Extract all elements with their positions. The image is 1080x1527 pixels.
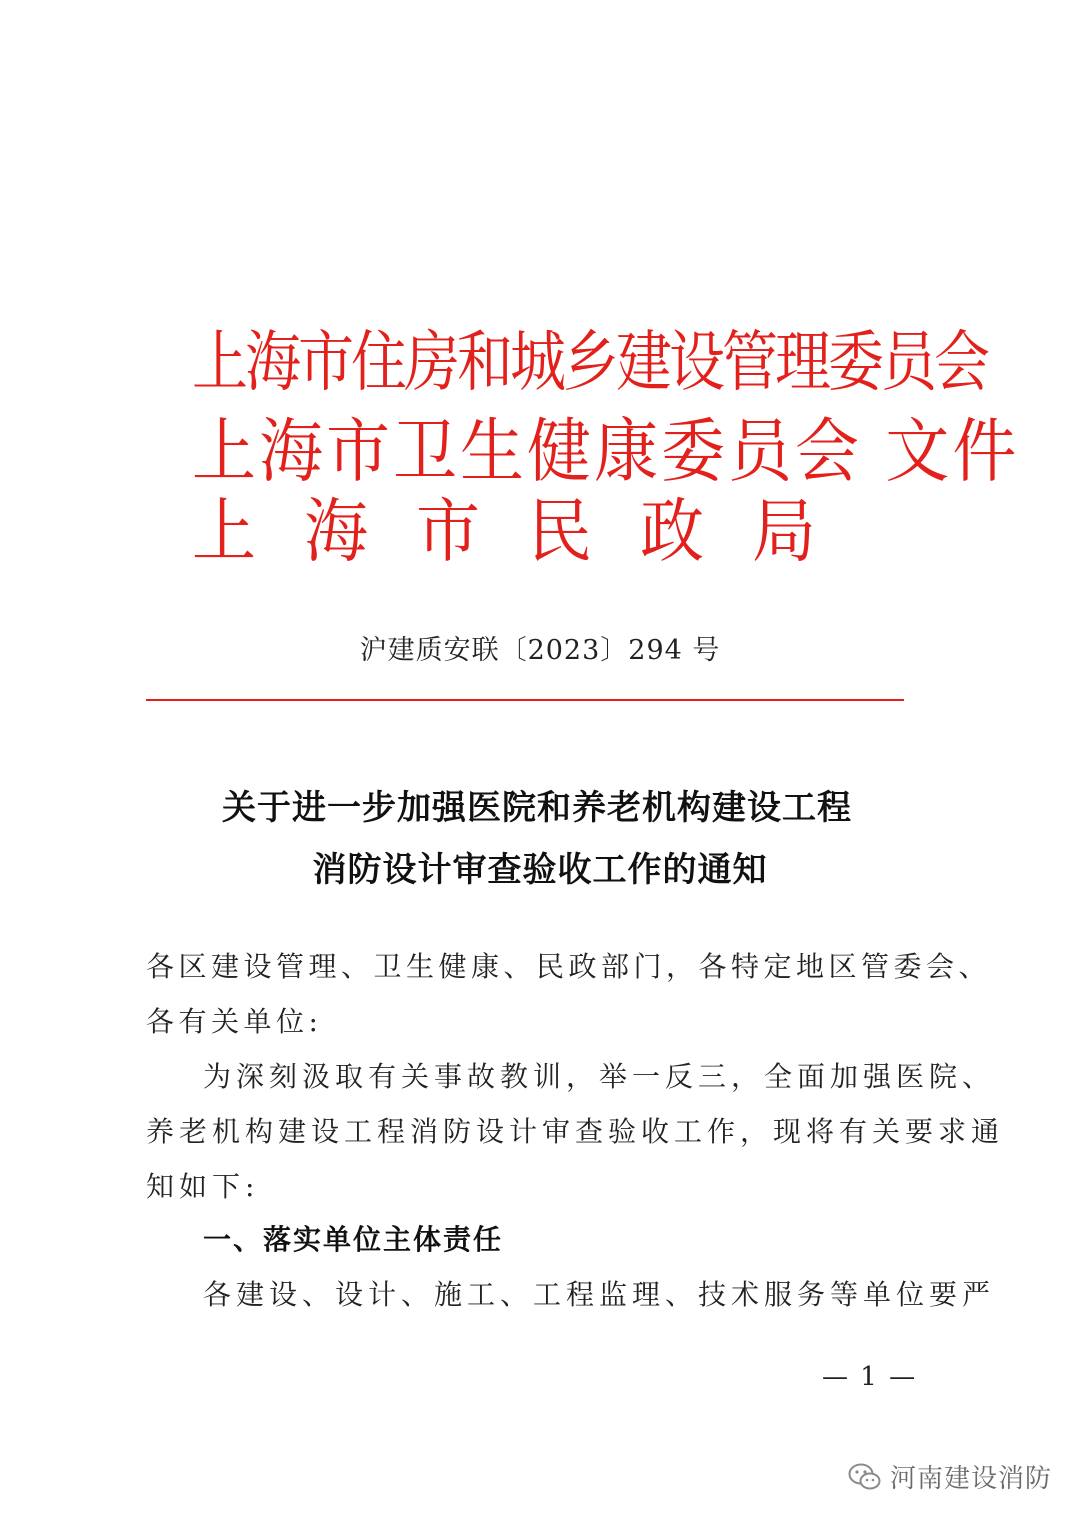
body-line-6: 各建设、设计、施工、工程监理、技术服务等单位要严: [203, 1278, 996, 1311]
wechat-icon: [848, 1462, 882, 1492]
body-line-4: 养老机构建设工程消防设计审查验收工作，现将有关要求通: [146, 1115, 1005, 1148]
document-title-line-2: 消防设计审查验收工作的通知: [312, 850, 768, 890]
document-number: 沪建质安联〔2023〕294 号: [359, 635, 721, 666]
watermark: [848, 1458, 1052, 1495]
page-number: — 1 —: [822, 1362, 918, 1392]
body-line-2: 各有关单位:: [146, 1005, 323, 1038]
document-title-line-1: 关于进一步加强医院和养老机构建设工程: [222, 788, 852, 828]
watermark-text: 河南建设消防: [890, 1464, 1053, 1494]
section-heading-1: 一、落实单位主体责任: [203, 1223, 504, 1256]
body-line-5: 知如下:: [146, 1170, 260, 1203]
body-line-1: 各区建设管理、卫生健康、民政部门，各特定地区管委会、: [146, 950, 992, 983]
issuing-org-line-3: 上海市民政局: [192, 492, 864, 573]
red-divider: [146, 699, 904, 701]
body-line-3: 为深刻汲取有关事故教训，举一反三，全面加强医院、: [203, 1060, 996, 1093]
issuing-org-line-1: 上海市住房和城乡建设管理委员会: [192, 324, 987, 401]
issuing-org-line-2: 上海市卫生健康委员会 文件: [192, 412, 1020, 493]
